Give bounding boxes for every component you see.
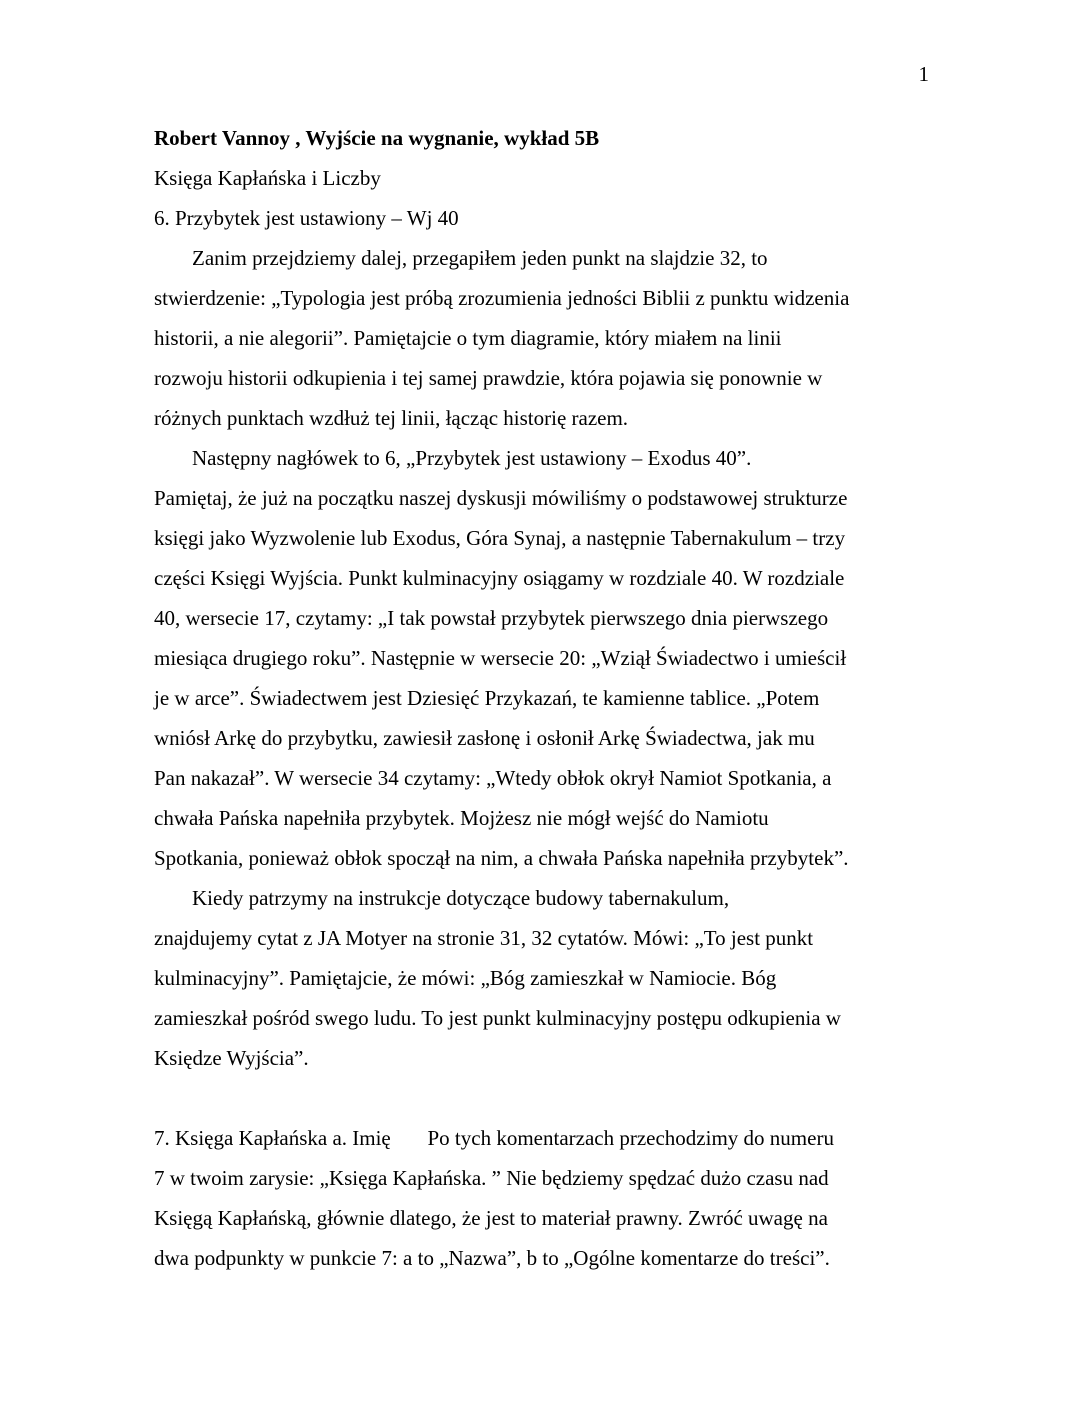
text-line: Księdze Wyjścia”.	[154, 1046, 309, 1070]
page-number: 1	[918, 62, 929, 86]
paragraph	[154, 1118, 954, 1278]
text-line: 7. Księga Kapłańska a. Imię Po tych komentarzach przechodzimy do numeru	[154, 1126, 834, 1150]
document-body	[154, 118, 954, 1278]
text-line: Kiedy patrzymy na instrukcje dotyczące budowy tabernakulum,	[192, 886, 730, 910]
text-line: znajdujemy cytat z JA Motyer na stronie 31, 32 cytatów. Mówi: „To jest punkt	[154, 926, 814, 950]
text-line: chwała Pańska napełniła przybytek. Mojżesz nie mógł wejść do Namiotu	[154, 806, 769, 830]
text-line: kulminacyjny”. Pamiętajcie, że mówi: „Bóg zamieszkał w Namiocie. Bóg	[154, 966, 777, 990]
text-line: 7 w twoim zarysie: „Księga Kapłańska. ” Nie będziemy spędzać dużo czasu nad	[154, 1166, 829, 1190]
text-line: historii, a nie alegorii”. Pamiętajcie o tym diagramie, który miałem na linii	[154, 326, 782, 350]
text-line: części Księgi Wyjścia. Punkt kulminacyjny osiągamy w rozdziale 40. W rozdziale	[154, 566, 845, 590]
text-line: Pan nakazał”. W wersecie 34 czytamy: „Wtedy obłok okrył Namiot Spotkania, a	[154, 766, 832, 790]
text-line: zamieszkał pośród swego ludu. To jest punkt kulminacyjny postępu odkupienia w	[154, 1006, 841, 1030]
section-heading: 6. Przybytek jest ustawiony – Wj 40	[154, 206, 459, 230]
text-line: Pamiętaj, że już na początku naszej dyskusji mówiliśmy o podstawowej strukturze	[154, 486, 848, 510]
document-title: Robert Vannoy , Wyjście na wygnanie, wykład 5B	[154, 126, 600, 150]
paragraph	[154, 438, 954, 878]
text-line: je w arce”. Świadectwem jest Dziesięć Przykazań, te kamienne tablice. „Potem	[154, 686, 820, 710]
text-line: dwa podpunkty w punkcie 7: a to „Nazwa”, b to „Ogólne komentarze do treści”.	[154, 1246, 830, 1270]
text-line: stwierdzenie: „Typologia jest próbą zrozumienia jedności Biblii z punktu widzenia	[154, 286, 850, 310]
text-line: różnych punktach wzdłuż tej linii, łącząc historię razem.	[154, 406, 629, 430]
text-line: rozwoju historii odkupienia i tej samej prawdzie, która pojawia się ponownie w	[154, 366, 823, 390]
text-line: Zanim przejdziemy dalej, przegapiłem jeden punkt na slajdzie 32, to	[192, 246, 768, 270]
paragraph	[154, 878, 954, 1078]
text-line: Spotkania, ponieważ obłok spoczął na nim, a chwała Pańska napełniła przybytek”.	[154, 846, 849, 870]
paragraphs-container	[154, 238, 954, 1278]
text-line: Następny nagłówek to 6, „Przybytek jest ustawiony – Exodus 40”.	[192, 446, 752, 470]
text-line: księgi jako Wyzwolenie lub Exodus, Góra Synaj, a następnie Tabernakulum – trzy	[154, 526, 846, 550]
blank-line	[154, 1078, 954, 1118]
text-line: miesiąca drugiego roku”. Następnie w wersecie 20: „Wziął Świadectwo i umieścił	[154, 646, 847, 670]
text-line: Księgą Kapłańską, głównie dlatego, że jest to materiał prawny. Zwróć uwagę na	[154, 1206, 828, 1230]
paragraph	[154, 238, 954, 438]
text-line: wniósł Arkę do przybytku, zawiesił zasłonę i osłonił Arkę Świadectwa, jak mu	[154, 726, 815, 750]
document-subtitle: Księga Kapłańska i Liczby	[154, 166, 381, 190]
text-line: 40, wersecie 17, czytamy: „I tak powstał przybytek pierwszego dnia pierwszego	[154, 606, 829, 630]
